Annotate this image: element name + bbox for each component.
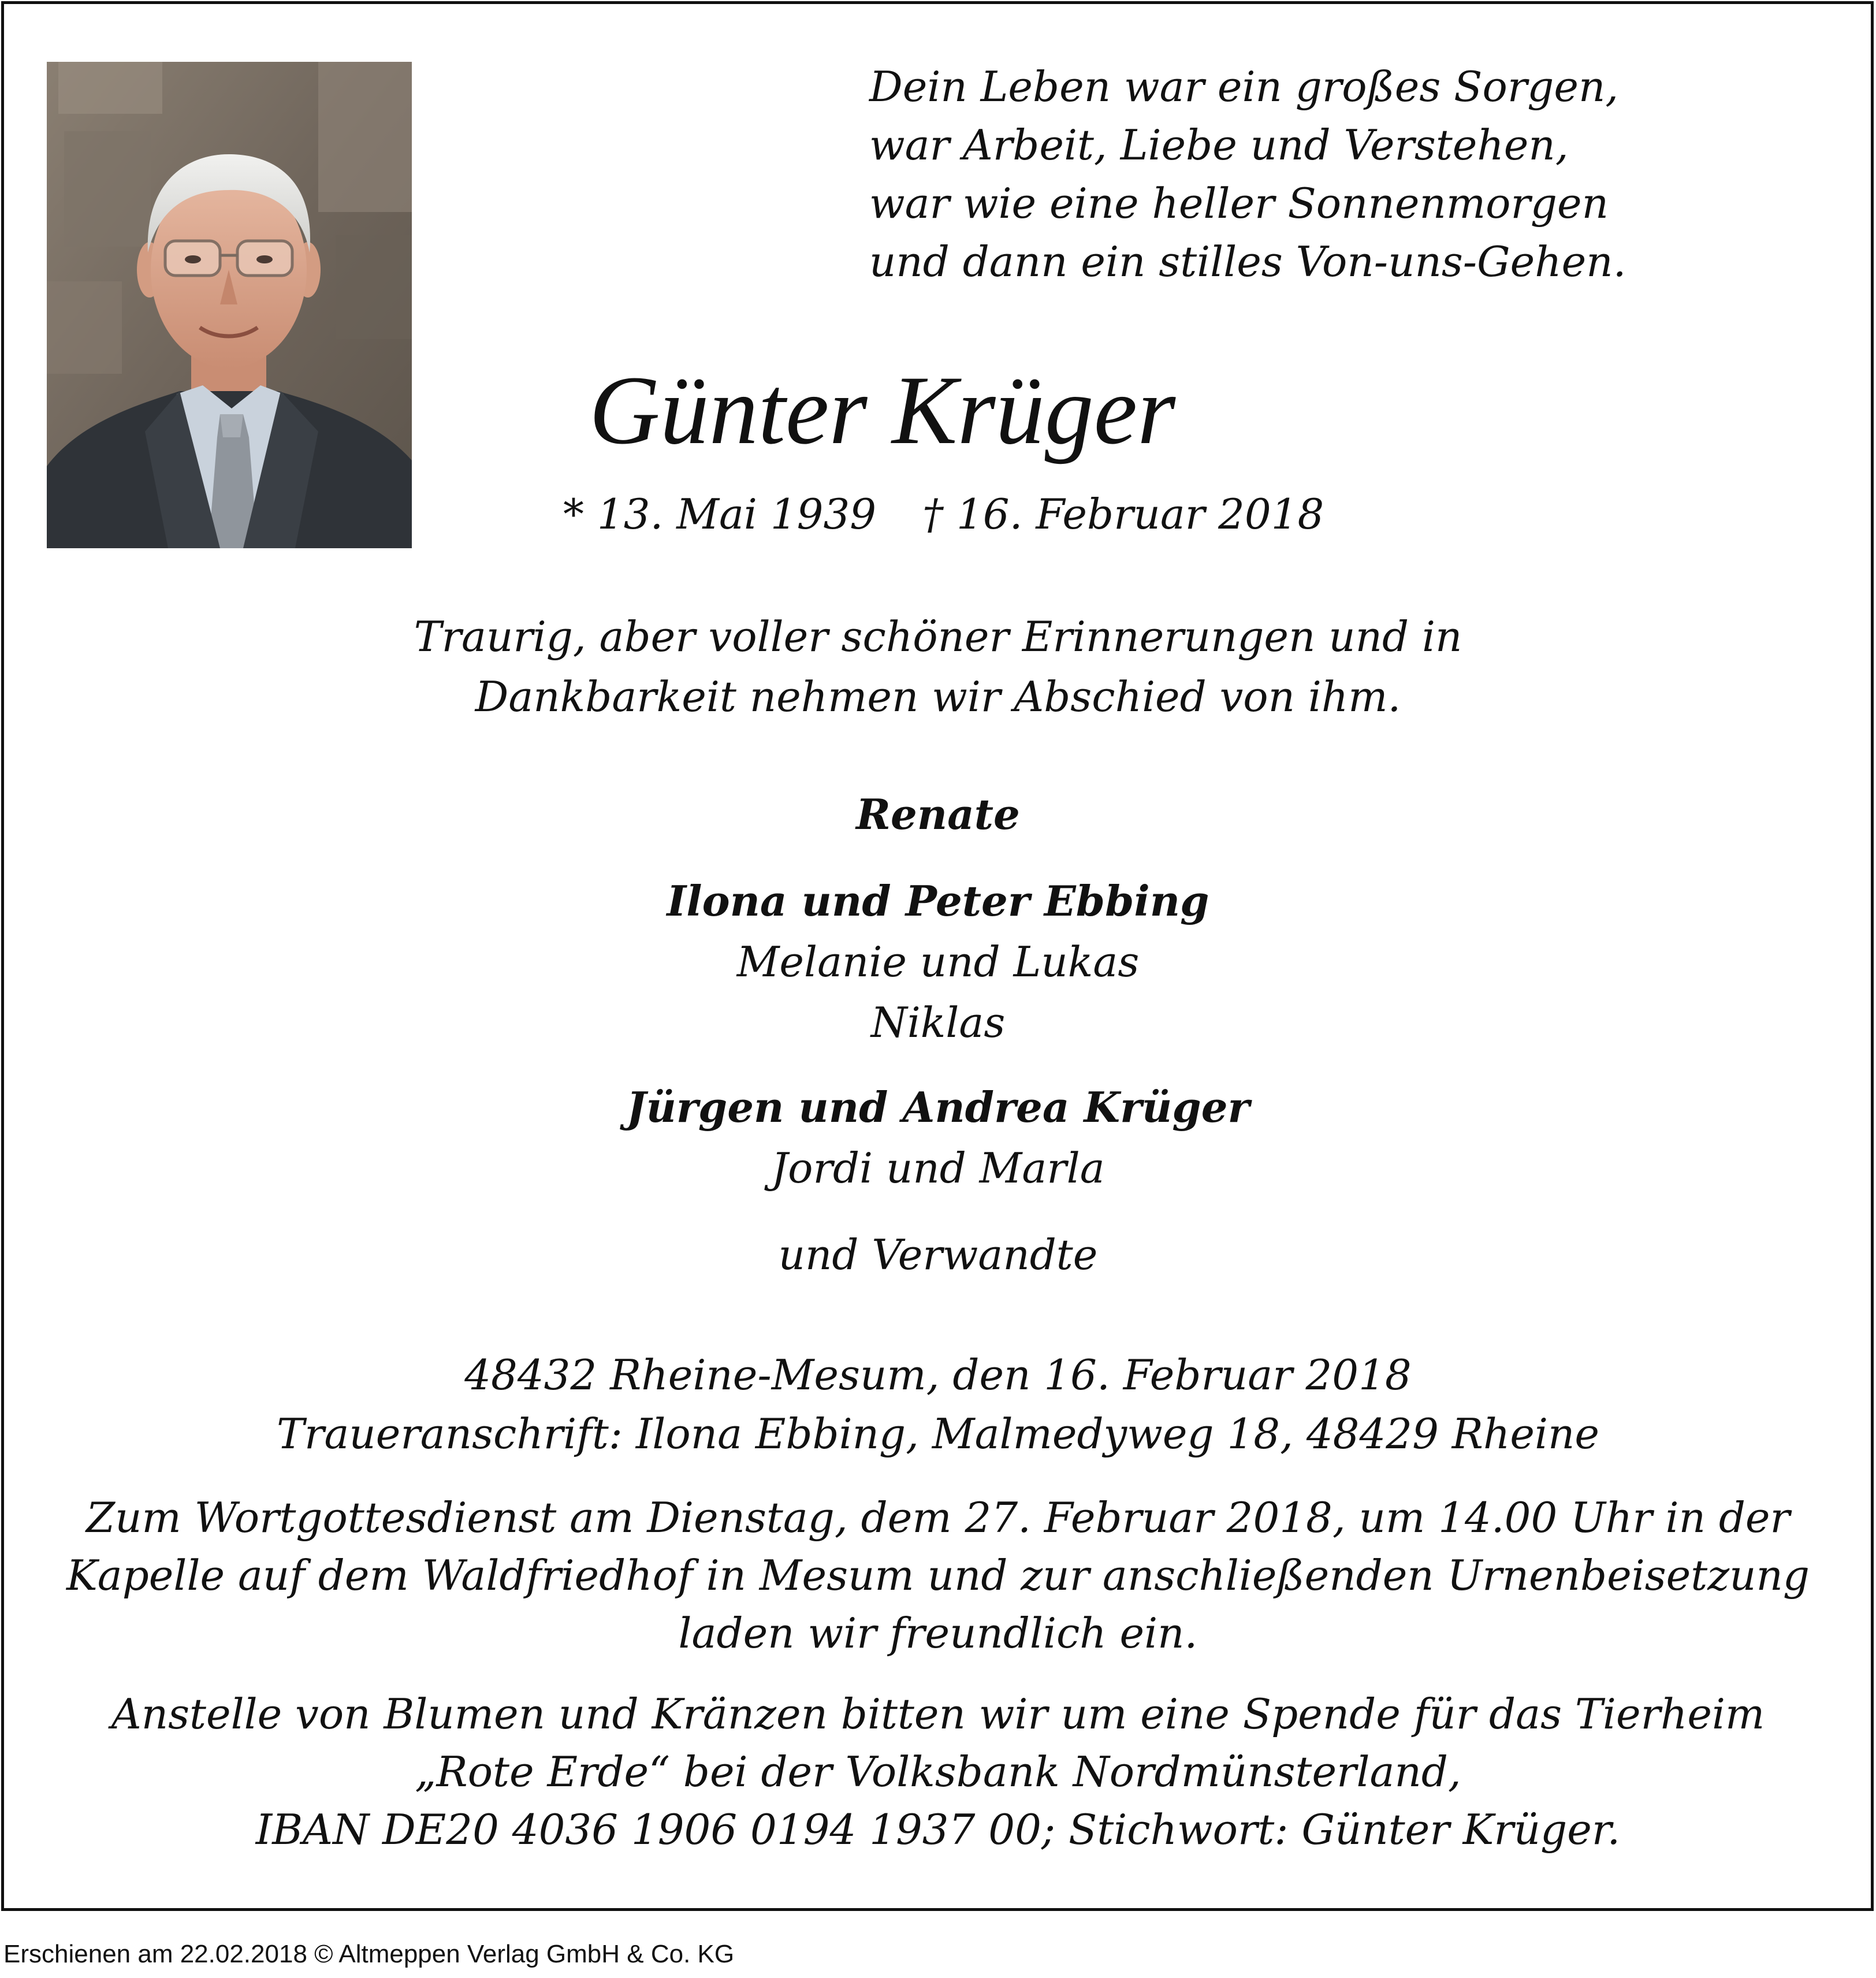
mourner-relatives: und Verwandte	[778, 1230, 1098, 1279]
mourner-renate: Renate	[856, 790, 1020, 839]
poem-line: und dann ein stilles Von-uns-Gehen.	[869, 237, 1626, 286]
service-line: Zum Wortgottesdienst am Dienstag, dem 27. Februar 2018, um 14.00 Uhr in der	[86, 1493, 1790, 1542]
poem-line: Dein Leben war ein großes Sorgen,	[869, 62, 1619, 111]
donation-info	[0, 1685, 1876, 1858]
mourner-ebbing-children: Melanie und Lukas	[736, 938, 1140, 986]
service-line: laden wir freundlich ein.	[678, 1609, 1198, 1657]
farewell-text	[0, 607, 1876, 727]
mourner-ebbing: Ilona und Peter Ebbing	[667, 876, 1209, 925]
place-and-date: 48432 Rheine-Mesum, den 16. Februar 2018	[464, 1351, 1412, 1399]
publication-footer: Erschienen am 22.02.2018 © Altmeppen Verlag GmbH & Co. KG	[3, 1940, 735, 1968]
donation-line: IBAN DE20 4036 1906 0194 1937 00; Stichwort: Günter Krüger.	[255, 1805, 1621, 1854]
portrait-photo	[47, 62, 412, 548]
farewell-line: Traurig, aber voller schöner Erinnerungen und in	[414, 612, 1462, 661]
donation-line: „Rote Erde“ bei der Volksbank Nordmünsterland,	[415, 1748, 1461, 1796]
donation-line: Anstelle von Blumen und Kränzen bitten wir um eine Spende für das Tierheim	[111, 1690, 1765, 1738]
life-dates	[563, 488, 1324, 540]
poem	[869, 58, 1626, 291]
farewell-line: Dankbarkeit nehmen wir Abschied von ihm.	[475, 672, 1401, 721]
service-info	[0, 1489, 1876, 1662]
death-date: † 16. Februar 2018	[922, 490, 1324, 538]
mourning-address: Traueranschrift: Ilona Ebbing, Malmedyweg 18, 48429 Rheine	[277, 1410, 1599, 1458]
mourner-ebbing-child: Niklas	[870, 998, 1006, 1047]
service-line: Kapelle auf dem Waldfriedhof in Mesum und zur anschließenden Urnenbeisetzung	[66, 1551, 1810, 1600]
deceased-name: Günter Krüger	[589, 356, 1176, 464]
birth-date: * 13. Mai 1939	[563, 490, 877, 538]
poem-line: war wie eine heller Sonnenmorgen	[869, 179, 1609, 228]
poem-line: war Arbeit, Liebe und Verstehen,	[869, 121, 1569, 169]
mourner-krueger-children: Jordi und Marla	[771, 1144, 1105, 1192]
mourner-krueger: Jürgen und Andrea Krüger	[626, 1083, 1250, 1132]
